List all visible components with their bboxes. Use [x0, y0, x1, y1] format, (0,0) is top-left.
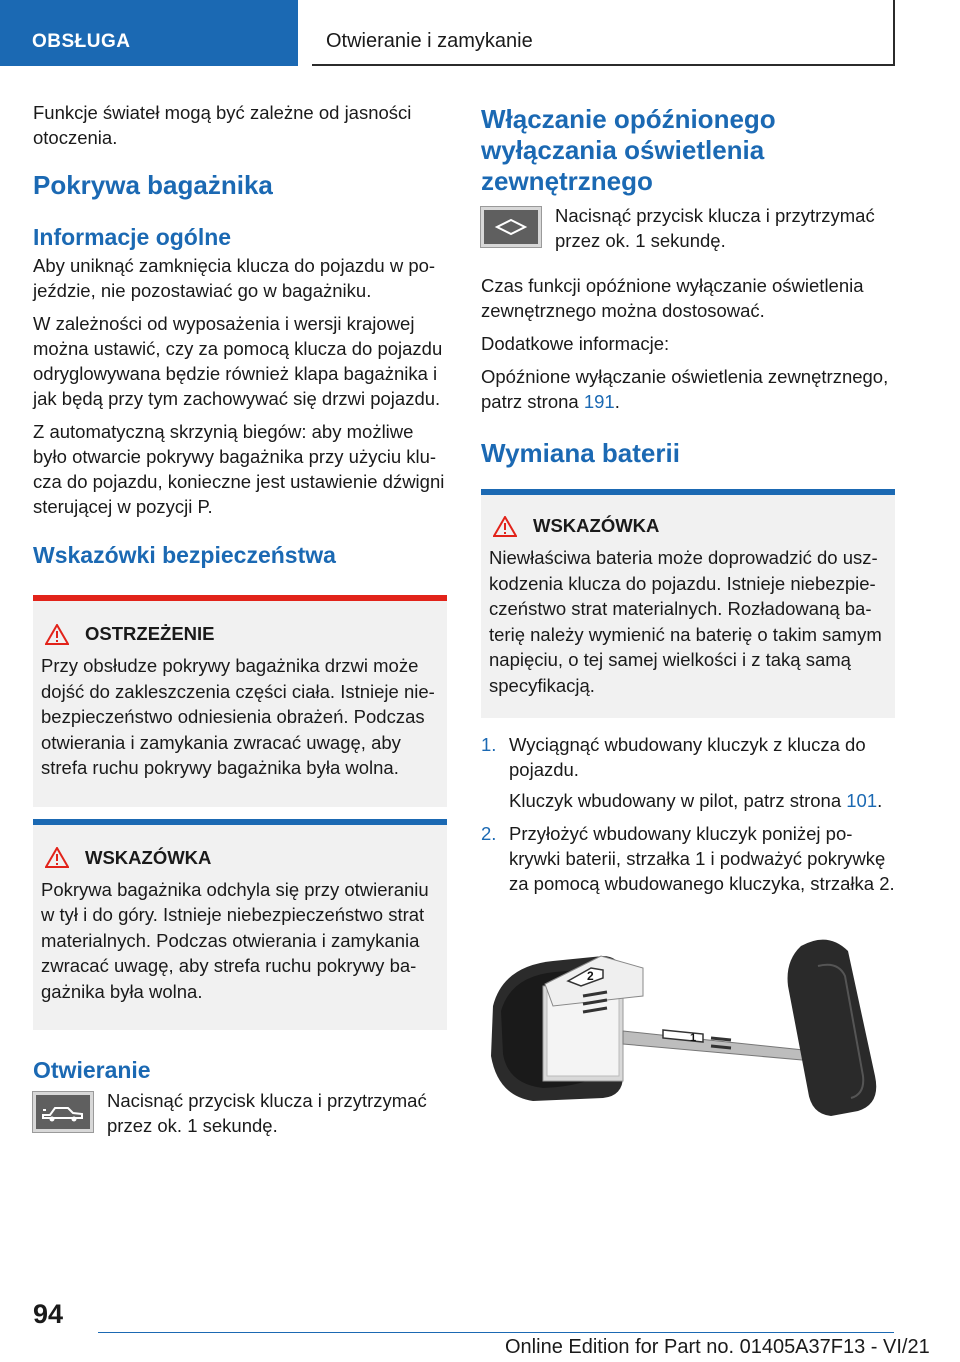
page-number: 94 [33, 1299, 64, 1329]
section-tab: OBSŁUGA [0, 0, 298, 66]
chapter-title: Otwieranie i zamykanie [312, 0, 895, 66]
arrow-label-1: 1 [690, 1032, 697, 1044]
paragraph-key-warning: Aby uniknąć zamknięcia klucza do pojazdu w pojeździe, nie pozostawiać go w bagażniku. [33, 255, 436, 301]
left-column [33, 100, 447, 1138]
list-item: 1. Wyciągnąć wbudowany kluczyk z klucza do pojazdu. Kluczyk wbudowany w pilot, patrz strona 101. [481, 732, 895, 821]
diamond-button-icon [481, 207, 541, 247]
paragraph-equipment: W zależności od wyposażenia i wersji krajowej można ustawić, czy za pomocą klucza do pojazdu odryglowywana będzie również klapa bagażnika i jak będą przy tym zachowywać się drzwi pojazdu. [33, 313, 443, 409]
list-item: 2. Przyłożyć wbudowany kluczyk poniżej pokrywki baterii, strzałka 1 i podważyć pokrywkę za pomocą wbudowanego kluczyka, strzałka 2. [481, 823, 895, 894]
paragraph-adjust-time: Czas funkcji opóźnione wyłączanie oświetlenia zewnętrznego można dostosować. [481, 275, 864, 321]
notice-box [33, 819, 447, 1031]
arrow-label-2: 2 [587, 969, 594, 983]
battery-steps [481, 732, 895, 904]
notice-text: Pokrywa bagażnika odchyla się przy otwieraniu w tył i do góry. Istnieje niebezpieczeństwo strat materialnych. Podczas otwierania i zamykania zwracać uwagę, aby strefa ruchu pokrywy bagażnika była wolna. [41, 878, 429, 1002]
warning-triangle-icon [45, 847, 69, 868]
key-battery-illustration [483, 926, 883, 1126]
delayed-lights-instruction [481, 203, 895, 253]
heading-opening: Otwieranie [33, 1057, 151, 1083]
footer-divider [98, 1332, 894, 1333]
intro-paragraph: Funkcje świateł mogą być zależne od jasności otoczenia. [33, 102, 412, 148]
edition-text: Online Edition for Part no. 01405A37F13 - VI/21 [505, 1336, 930, 1358]
paragraph-automatic: Z automatyczną skrzynią biegów: aby możliwe było otwarcie pokrywy bagażnika przy użyciu klucza do pojazdu, konieczne jest ustawienie dźwigni sterującej w pozycji P. [33, 421, 445, 517]
warning-triangle-icon [493, 516, 517, 537]
header-separator [298, 0, 312, 66]
warning-triangle-icon [45, 624, 69, 645]
paragraph-more-info: Dodatkowe informacje: [481, 333, 670, 354]
delayed-lights-text: Nacisnąć przycisk klucza i przytrzymać przez ok. 1 sekundę. [555, 205, 875, 251]
heading-trunk: Pokrywa bagażnika [33, 170, 273, 200]
trunk-button-icon [33, 1092, 93, 1132]
battery-notice-text: Niewłaściwa bateria może doprowadzić do uszkodzenia klucza do pojazdu. Istnieje niebezpieczeństwo strat materialnych. Rozładowaną baterię należy wymienić na baterię o takim samym napięciu, o tej samej wielkości i z taką samą specyfikacją. [489, 547, 882, 696]
warning-box [33, 595, 447, 807]
heading-battery: Wymiana baterii [481, 438, 680, 468]
notice-title: WSKAZÓWKA [85, 846, 212, 868]
heading-delayed-lights: Włączanie opóźnionego wyłączania oświetlenia zewnętrznego [481, 104, 776, 196]
warning-text: Przy obsłudze pokrywy bagażnika drzwi może dojść do zakleszczenia części ciała. Istnieje niebezpieczeństwo odniesienia obrażeń. Podczas otwierania i zamykania zwracać uwagę, aby strefa ruchu pokrywy bagażnika była wolna. [41, 655, 435, 778]
page-link-101[interactable]: 101 [846, 790, 878, 811]
opening-instruction [33, 1088, 447, 1138]
heading-general: Informacje ogólne [33, 224, 232, 250]
opening-text: Nacisnąć przycisk klucza i przytrzymać przez ok. 1 sekundę. [107, 1090, 427, 1136]
right-column [481, 104, 895, 1131]
step1-subtext: Kluczyk wbudowany w pilot, patrz strona 101. [509, 790, 883, 811]
battery-notice-title: WSKAZÓWKA [533, 515, 660, 536]
heading-safety: Wskazówki bezpieczeństwa [33, 542, 336, 568]
warning-title: OSTRZEŻENIE [85, 623, 215, 644]
battery-notice-box [481, 489, 895, 718]
paragraph-reference: Opóźnione wyłączanie oświetlenia zewnętrznego, patrz strona 191. [481, 366, 889, 412]
page-link-191[interactable]: 191 [583, 391, 615, 412]
